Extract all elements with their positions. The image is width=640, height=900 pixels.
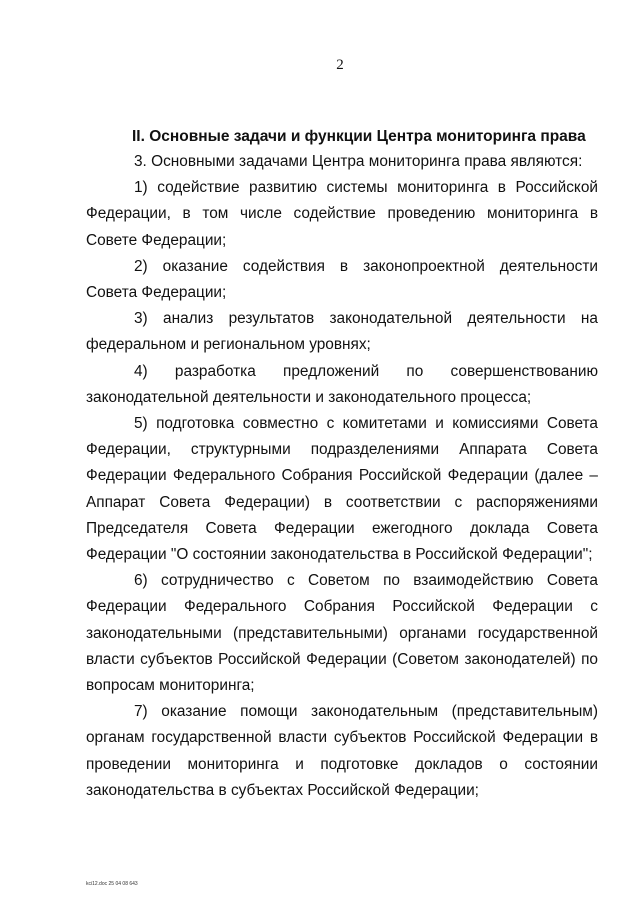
paragraph-item-4: 4) разработка предложений по совершенствованию законодательной деятельности и законодательного процесса; [86,362,598,406]
document-body [86,149,598,804]
paragraph-item-2: 2) оказание содействия в законопроектной деятельности Совета Федерации; [86,257,598,302]
paragraph-item-6: 6) сотрудничество с Советом по взаимодействию Совета Федерации Федерального Собрания Российской Федерации с законодательными (представительными) органами государственной власти субъектов Российской Федерации (Советом законодателей) по вопросам мониторинга; [86,572,598,695]
page-number: 2 [336,57,344,73]
paragraph-item-5: 5) подготовка совместно с комитетами и комиссиями Совета Федерации, структурными подразделениями Аппарата Совета Федерации Федерального Собрания Российской Федерации (далее – Аппарат Совета Федерации) в соответствии с распоряжениями Председателя Совета Федерации ежегодного доклада Совета Федерации "О состоянии законодательства в Российской Федерации"; [86,415,598,564]
paragraph-item-1: 1) содействие развитию системы мониторинга в Российской Федерации, в том числе содействие проведению мониторинга в Совете Федерации; [86,179,598,249]
paragraph-item-3: 3) анализ результатов законодательной деятельности на федеральном и региональном уровнях; [86,310,598,354]
footer-stamp: kci12.doc 25 04 08 643 [86,881,138,887]
section-heading: II. Основные задачи и функции Центра мониторинга права [132,128,586,145]
paragraph-item-7: 7) оказание помощи законодательным (представительным) органам государственной власти субъектов Российской Федерации в проведении мониторинга и подготовке докладов о состоянии законодательства в субъектах Российской Федерации; [86,703,598,799]
paragraph-3-intro: 3. Основными задачами Центра мониторинга права являются: [134,153,583,170]
